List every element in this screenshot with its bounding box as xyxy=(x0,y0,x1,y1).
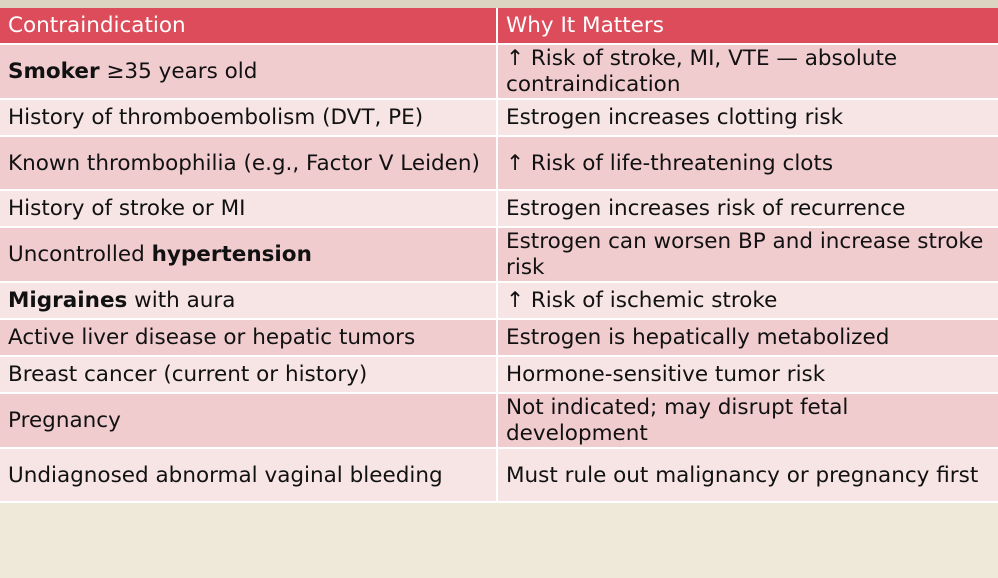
table-row xyxy=(0,44,998,99)
contraindication-cell: Active liver disease or hepatic tumors xyxy=(0,319,497,356)
contraindication-cell: History of thromboembolism (DVT, PE) xyxy=(0,99,497,136)
contraindication-cell: Migraines with aura xyxy=(0,282,497,319)
reason-cell: Not indicated; may disrupt fetal development xyxy=(497,393,998,448)
reason-cell: Estrogen is hepatically metabolized xyxy=(497,319,998,356)
header-contraindication: Contraindication xyxy=(0,8,497,44)
reason-cell: Estrogen increases risk of recurrence xyxy=(497,190,998,227)
contraindications-table xyxy=(0,8,998,503)
reason-cell: Hormone-sensitive tumor risk xyxy=(497,356,998,393)
table-row xyxy=(0,190,998,227)
table-header-row xyxy=(0,8,998,44)
top-strip xyxy=(0,0,998,8)
table-row xyxy=(0,393,998,448)
contraindication-cell: Breast cancer (current or history) xyxy=(0,356,497,393)
reason-cell: ↑ Risk of life-threatening clots xyxy=(497,136,998,190)
table-row xyxy=(0,356,998,393)
table-row xyxy=(0,282,998,319)
contraindication-cell: History of stroke or MI xyxy=(0,190,497,227)
contraindication-cell: Undiagnosed abnormal vaginal bleeding xyxy=(0,448,497,502)
table-row xyxy=(0,99,998,136)
reason-cell: Estrogen increases clotting risk xyxy=(497,99,998,136)
table-row xyxy=(0,227,998,282)
reason-cell: ↑ Risk of stroke, MI, VTE — absolute contraindication xyxy=(497,44,998,99)
table-row xyxy=(0,319,998,356)
reason-cell: Must rule out malignancy or pregnancy first xyxy=(497,448,998,502)
header-why-it-matters: Why It Matters xyxy=(497,8,998,44)
contraindication-cell: Uncontrolled hypertension xyxy=(0,227,497,282)
contraindication-cell: Pregnancy xyxy=(0,393,497,448)
reason-cell: Estrogen can worsen BP and increase stroke risk xyxy=(497,227,998,282)
table-row xyxy=(0,136,998,190)
reason-cell: ↑ Risk of ischemic stroke xyxy=(497,282,998,319)
contraindication-cell: Known thrombophilia (e.g., Factor V Leiden) xyxy=(0,136,497,190)
contraindication-cell: Smoker ≥35 years old xyxy=(0,44,497,99)
table-row xyxy=(0,448,998,502)
